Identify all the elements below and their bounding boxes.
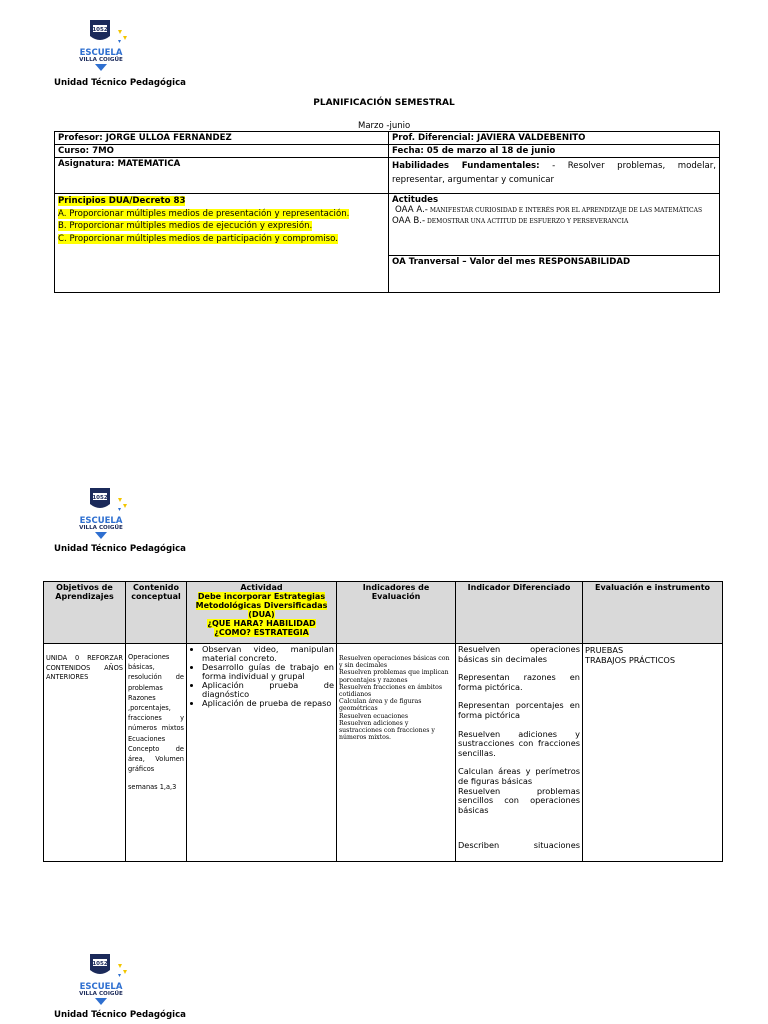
school-logo [72,950,152,1012]
asignatura-cell: Asignatura: MATEMATICA [55,158,389,194]
actividad-cell [187,644,337,862]
school-logo [72,484,152,546]
unit-label: Unidad Técnico Pedagógica [54,1010,186,1020]
school-logo [72,16,152,78]
evaluacion-cell [583,644,723,862]
profesor-cell: Profesor: JORGE ULLOA FERNANDEZ [55,132,389,145]
habilidades-text: - Resolver problemas, modelar, representar, argumentar y comunicar [392,161,716,185]
header-actividad [187,582,337,644]
actividad-item: • Desarrollo guías de trabajo en forma individual y grupal [202,663,334,681]
evaluacion-item: PRUEBAS [585,645,624,655]
actividad-item: • Aplicación prueba de diagnóstico [202,681,334,699]
fecha-cell: Fecha: 05 de marzo al 18 de junio [389,145,720,158]
indicador-dif-item: Calculan áreas y perímetros de figuras básicas Resuelven problemas sencillos con operaciones básicas [458,766,580,815]
svg-text:VILLA COIGÜE: VILLA COIGÜE [79,57,123,63]
contenido-cell [126,644,187,862]
curso-cell: Curso: 7MO [55,145,389,158]
header-actividad-label: Actividad [240,583,283,592]
objetivo-cell [44,644,126,862]
dua-principle-c: C. Proporcionar múltiples medios de participación y compromiso. [58,233,338,244]
dua-principle-b: B. Proporcionar múltiples medios de ejecución y expresión. [58,221,313,231]
svg-text:1052: 1052 [92,961,108,967]
oaa-b-label: OAA B.- [392,216,426,226]
planning-info-table [54,131,720,293]
planning-table [43,581,723,862]
dua-cell [55,194,389,293]
indicadores-cell [337,644,456,862]
indicador-dif-item: Describen situaciones [458,840,580,851]
semanas-text: semanas 1,a,3 [128,783,177,792]
indicador-item: Calculan área y de figuras geométricas [339,698,422,713]
svg-text:ESCUELA: ESCUELA [79,982,123,992]
unit-label: Unidad Técnico Pedagógica [54,544,186,554]
actividad-item: • Observan video, manipulan material concreto. [202,645,334,663]
evaluacion-item: TRABAJOS PRÁCTICOS [585,655,676,665]
page-title: PLANIFICACIÓN SEMESTRAL [313,98,455,108]
indicador-dif-item: Representan porcentajes en forma pictórica [458,700,580,720]
indicador-item: Resuelven operaciones básicas con y sin decimales [339,655,450,670]
unit-label: Unidad Técnico Pedagógica [54,78,186,88]
header-indicadores: Indicadores de Evaluación [337,582,456,644]
header-actividad-question: ¿QUE HARA? HABILIDAD ¿COMO? ESTRATEGIA [207,619,316,637]
oaa-a-label: OAA A.- [395,205,428,215]
contenido-text: Operaciones básicas, resolución de problemas Razones ,porcentajes, fracciones y números mixtos Ecuaciones Concepto de área, Volumen gráficos [128,653,184,774]
oaa-a-text: MANIFESTAR CURIOSIDAD E INTERÉS POR EL APRENDIZAJE DE LAS MATEMÁTICAS [427,207,703,214]
habilidades-label: Habilidades Fundamentales: [392,161,540,171]
indicador-item: Resuelven fracciones en ámbitos cotidianos [339,683,443,699]
objetivo-text: UNIDA 0 REFORZAR CONTENIDOS AÑOS ANTERIORES [46,654,123,681]
actitudes-cell [389,194,720,256]
indicador-item: Resuelven problemas que implican porcentajes y razones [339,669,449,684]
header-contenido: Contenido conceptual [126,582,187,644]
svg-text:1052: 1052 [92,495,108,501]
actitudes-title: Actitudes [392,195,439,205]
indicador-dif-cell [456,644,583,862]
header-indicador-dif: Indicador Diferenciado [456,582,583,644]
prof-dif-cell: Prof. Diferencial: JAVIERA VALDEBENITO [389,132,720,145]
svg-text:1052: 1052 [92,27,108,33]
oaa-b-text: DEMOSTRAR UNA ACTITUD DE ESFUERZO Y PERSEVERANCIA [425,218,629,225]
actividad-item: • Aplicación de prueba de repaso [202,699,334,708]
oa-transversal-cell: OA Tranversal – Valor del mes RESPONSABILIDAD [389,256,720,293]
svg-text:ESCUELA: ESCUELA [79,48,123,58]
indicador-dif-item: Resuelven adiciones y sustracciones con fracciones sencillas. [458,728,580,758]
period-label: Marzo -junio [358,121,411,131]
svg-text:VILLA COIGÜE: VILLA COIGÜE [79,525,123,531]
header-objetivos: Objetivos de Aprendizajes [44,582,126,644]
dua-principle-a: A. Proporcionar múltiples medios de presentación y representación. [58,208,350,219]
indicador-item: Resuelven ecuaciones [339,712,409,720]
header-actividad-dua: Debe incorporar Estrategias Metodológicas Diversificadas (DUA) [195,592,328,619]
indicador-dif-item: Representan razones en forma pictórica. [458,672,580,692]
indicador-item: Resuelven adiciones y sustracciones con fracciones y números mixtos. [339,719,435,742]
indicador-dif-item: Resuelven operaciones básicas sin decimales [458,644,580,664]
svg-text:VILLA COIGÜE: VILLA COIGÜE [79,991,123,997]
header-evaluacion: Evaluación e instrumento [583,582,723,644]
svg-text:ESCUELA: ESCUELA [79,516,123,526]
dua-title: Principios DUA/Decreto 83 [58,196,186,206]
habilidades-cell [389,158,720,194]
